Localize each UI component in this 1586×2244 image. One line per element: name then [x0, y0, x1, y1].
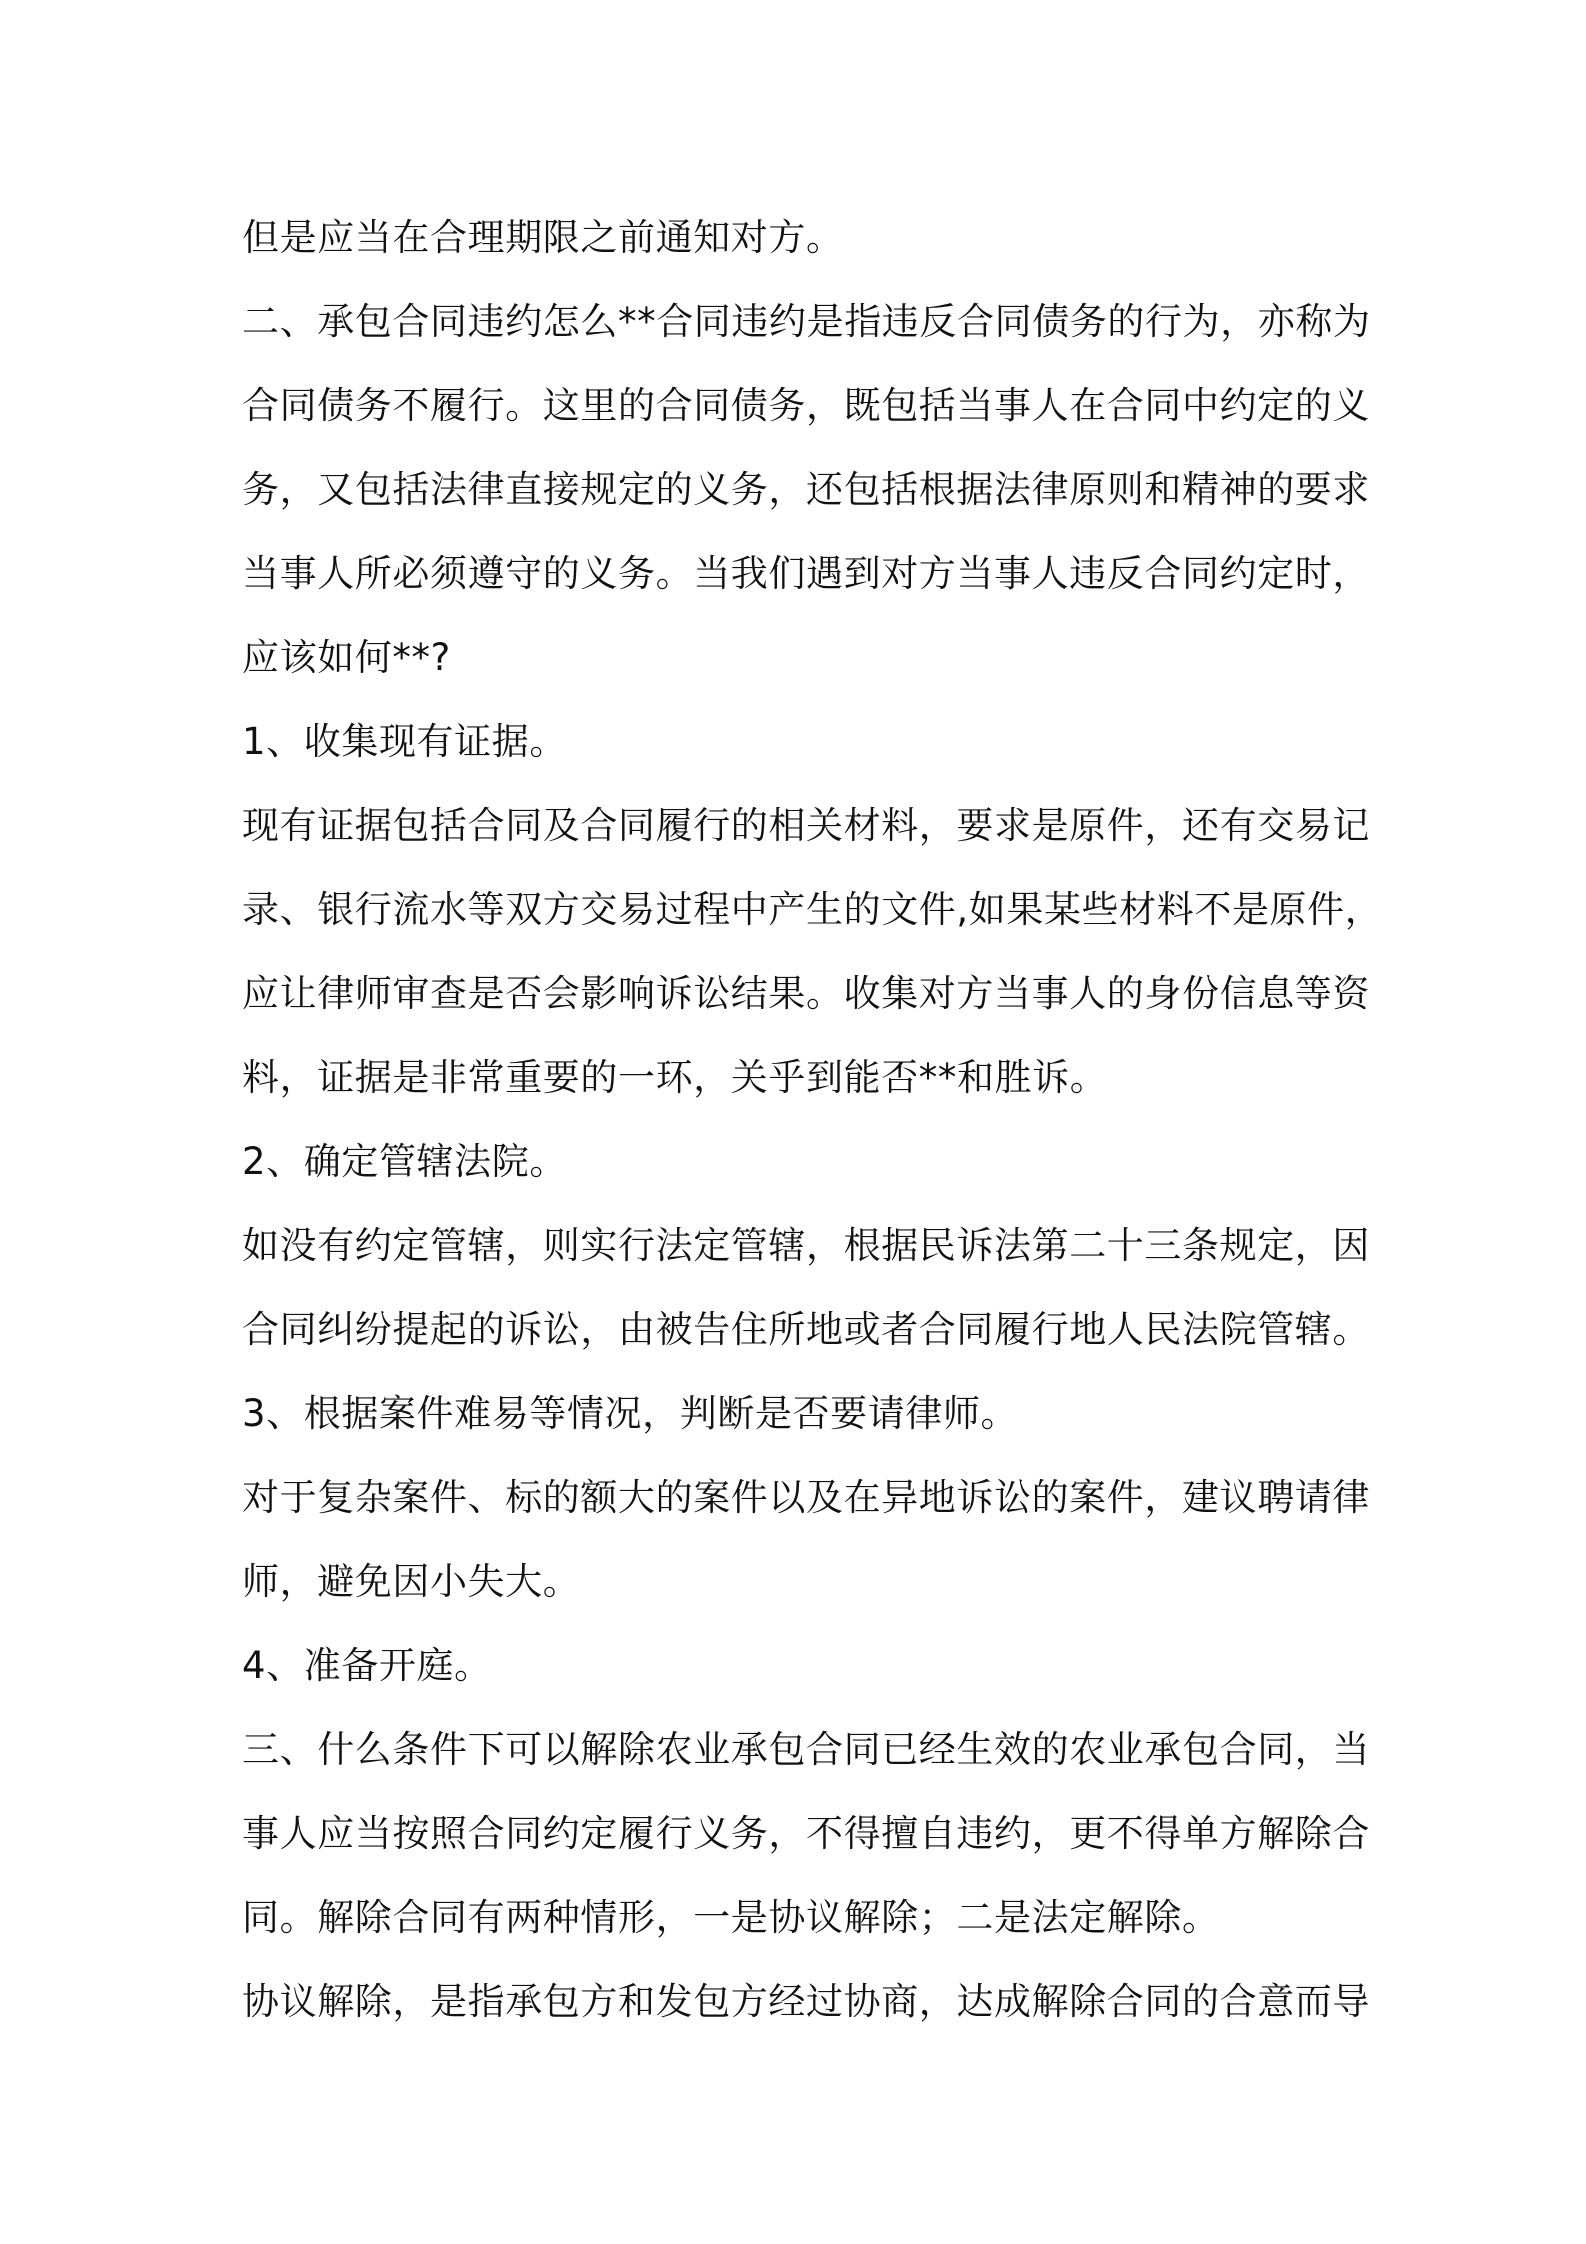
text-line: 4、准备开庭。	[242, 1644, 492, 1687]
text-line: 2、确定管辖法院。	[242, 1140, 567, 1183]
text-line: 协议解除，是指承包方和发包方经过协商，达成解除合同的合意而导	[242, 1980, 1370, 2023]
text-line: 合同纠纷提起的诉讼，由被告住所地或者合同履行地人民法院管辖。	[242, 1308, 1370, 1351]
text-line: 但是应当在合理期限之前通知对方。	[242, 216, 844, 259]
text-line: 应该如何**?	[242, 636, 451, 679]
text-line: 务，又包括法律直接规定的义务，还包括根据法律原则和精神的要求	[242, 468, 1370, 511]
text-line: 同。解除合同有两种情形，一是协议解除；二是法定解除。	[242, 1896, 1220, 1939]
text-line: 二、承包合同违约怎么**合同违约是指违反合同债务的行为，亦称为	[242, 300, 1371, 343]
text-line: 如没有约定管辖，则实行法定管辖，根据民诉法第二十三条规定，因	[242, 1224, 1370, 1267]
text-line: 三、什么条件下可以解除农业承包合同已经生效的农业承包合同，当	[242, 1728, 1370, 1771]
document-body	[242, 196, 1383, 2044]
text-line: 1、收集现有证据。	[242, 720, 567, 763]
text-line: 3、根据案件难易等情况，判断是否要请律师。	[242, 1392, 1019, 1435]
text-line: 当事人所必须遵守的义务。当我们遇到对方当事人违反合同约定时，	[242, 552, 1370, 595]
text-line: 对于复杂案件、标的额大的案件以及在异地诉讼的案件，建议聘请律	[242, 1476, 1370, 1519]
text-line: 事人应当按照合同约定履行义务，不得擅自违约，更不得单方解除合	[242, 1812, 1370, 1855]
text-line: 师，避免因小失大。	[242, 1560, 581, 1603]
text-line: 料，证据是非常重要的一环，关乎到能否**和胜诉。	[242, 1056, 1108, 1099]
text-line: 应让律师审查是否会影响诉讼结果。收集对方当事人的身份信息等资	[242, 972, 1370, 1015]
text-line: 现有证据包括合同及合同履行的相关材料，要求是原件，还有交易记	[242, 804, 1370, 847]
text-line: 合同债务不履行。这里的合同债务，既包括当事人在合同中约定的义	[242, 384, 1370, 427]
text-line: 录、银行流水等双方交易过程中产生的文件,如果某些材料不是原件，	[242, 888, 1383, 931]
